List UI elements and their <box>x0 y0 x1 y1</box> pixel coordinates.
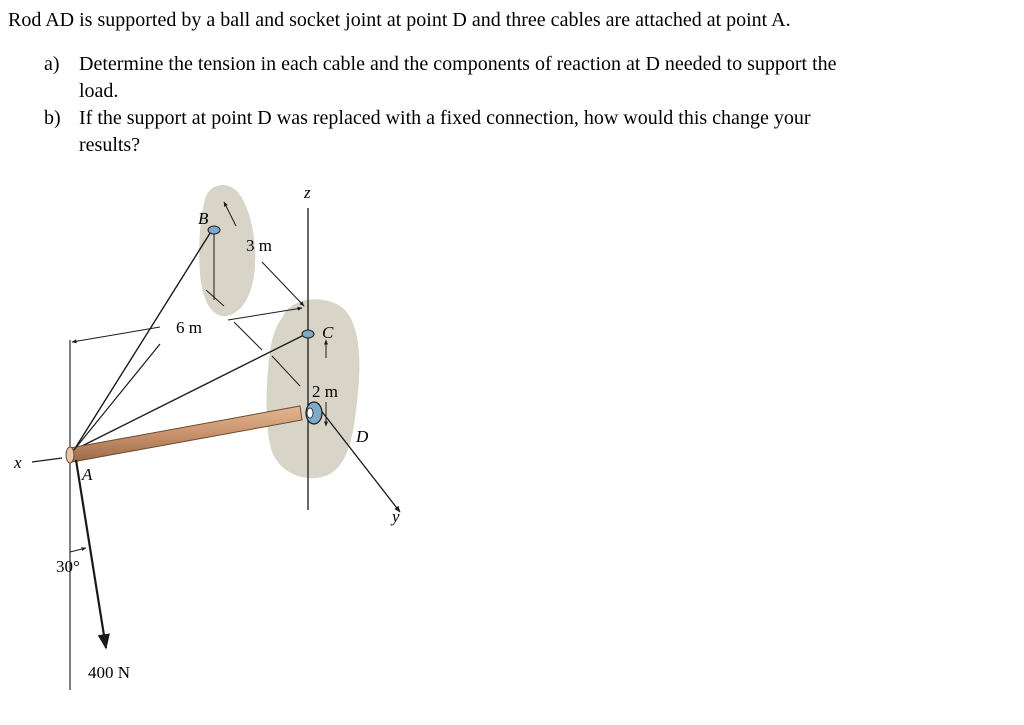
label-load: 400 N <box>88 663 131 682</box>
load-line <box>76 460 106 648</box>
cable-ab <box>74 230 212 450</box>
part-b-letter: b) <box>44 107 61 129</box>
label-x: x <box>14 453 22 472</box>
part-b-text-continued: results? <box>79 134 141 156</box>
part-a <box>44 51 944 105</box>
part-a-text: Determine the tension in each cable and the components of reaction at D needed to support the <box>79 53 837 75</box>
label-y: y <box>392 507 400 526</box>
label-6m: 6 m <box>176 318 202 337</box>
label-angle: 30° <box>56 557 80 576</box>
eyelet-c <box>302 330 314 338</box>
dim-3m-line-lower <box>262 262 304 306</box>
problem-statement: Rod AD is supported by a ball and socket joint at point D and three cables are attached at point A. <box>8 9 791 31</box>
label-c: C <box>322 323 334 342</box>
guide-bc-line <box>234 322 262 350</box>
eyelet-b <box>208 226 220 234</box>
part-b <box>44 105 944 159</box>
part-a-text-continued: load. <box>79 80 119 102</box>
x-axis-line <box>32 458 62 462</box>
problem-parts <box>44 51 944 159</box>
rod-end-a <box>66 447 74 463</box>
label-d: D <box>356 427 369 446</box>
angle-arc <box>70 548 86 552</box>
figure-svg <box>0 170 460 720</box>
label-2m: 2 m <box>312 382 338 401</box>
part-a-letter: a) <box>44 53 60 75</box>
part-b-text: If the support at point D was replaced with a fixed connection, how would this change your <box>79 107 811 129</box>
label-z: z <box>304 183 311 202</box>
label-a: A <box>82 465 93 484</box>
ball-socket-d-inner <box>307 408 313 418</box>
label-b: B <box>198 209 209 228</box>
statics-figure <box>0 170 460 720</box>
label-3m: 3 m <box>246 236 272 255</box>
